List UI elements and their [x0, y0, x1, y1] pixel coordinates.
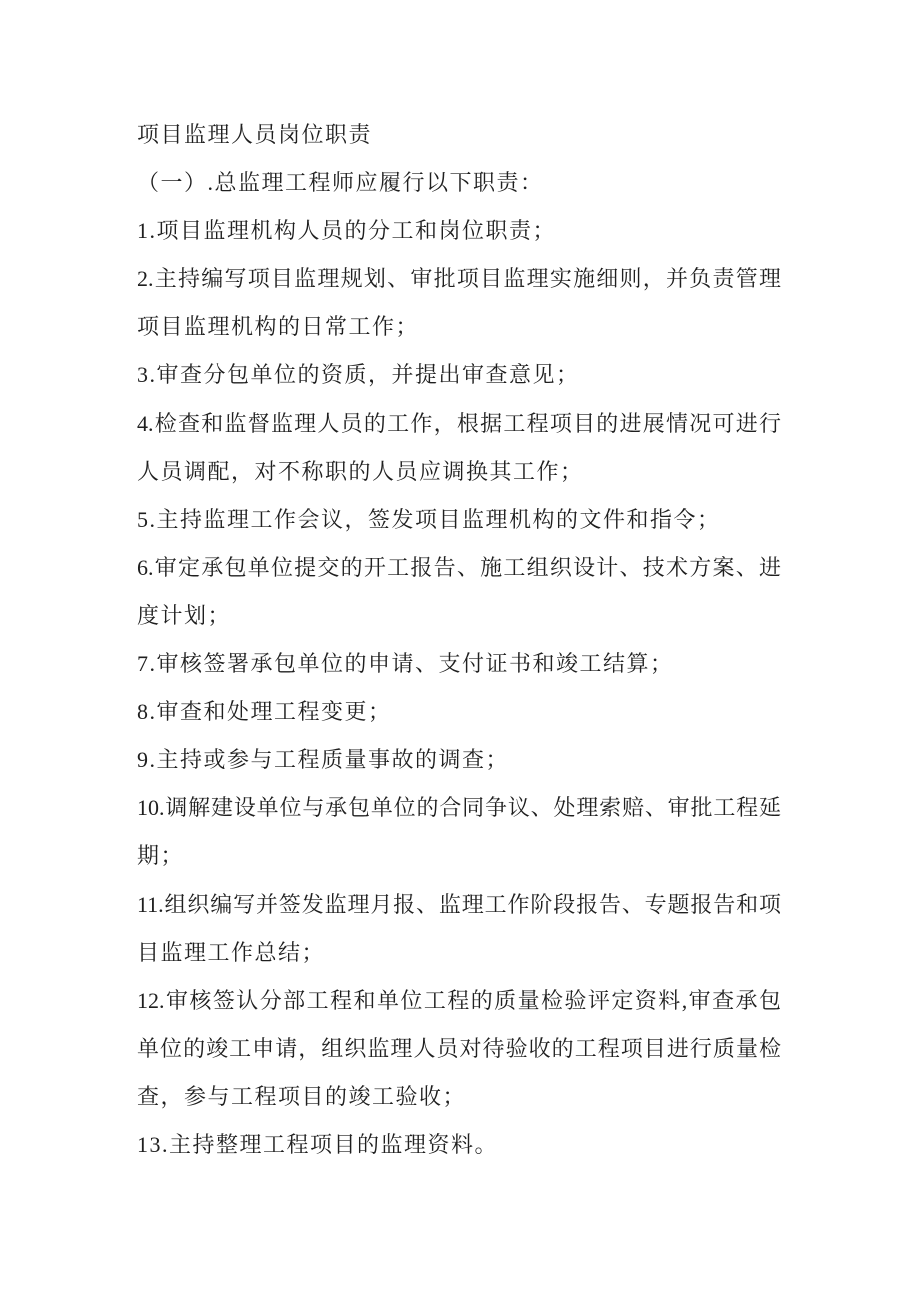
list-item-2-cont: 项目监理机构的日常工作；: [137, 314, 420, 340]
list-item-9: 9.主持或参与工程质量事故的调查；: [137, 747, 510, 773]
list-item-4: 4.检查和监督监理人员的工作，根据工程项目的进展情况可进行: [137, 410, 781, 436]
section-heading: （一）.总监理工程师应履行以下职责：: [137, 170, 544, 196]
list-item-3: 3.审查分包单位的资质，并提出审查意见；: [137, 362, 580, 388]
list-item-11-cont: 目监理工作总结；: [137, 939, 326, 965]
list-item-10-cont: 期；: [137, 843, 185, 869]
list-item-2: 2.主持编写项目监理规划、审批项目监理实施细则，并负责管理: [137, 266, 781, 292]
document-title: 项目监理人员岗位职责: [137, 122, 373, 147]
list-item-11: 11.组织编写并签发监理月报、监理工作阶段报告、专题报告和项: [137, 891, 781, 917]
list-item-13: 13.主持整理工程项目的监理资料。: [137, 1131, 499, 1157]
list-item-12-end: 查，参与工程项目的竣工验收；: [137, 1083, 467, 1109]
list-item-8: 8.审查和处理工程变更；: [137, 699, 392, 725]
list-item-4-cont: 人员调配，对不称职的人员应调换其工作；: [137, 458, 584, 484]
list-item-10: 10.调解建设单位与承包单位的合同争议、处理索赔、审批工程延: [137, 795, 781, 821]
list-item-6-cont: 度计划；: [137, 602, 232, 628]
list-item-12-cont: 单位的竣工申请，组织监理人员对待验收的工程项目进行质量检: [137, 1035, 781, 1061]
list-item-1: 1.项目监理机构人员的分工和岗位职责；: [137, 218, 557, 244]
list-item-5: 5.主持监理工作会议，签发项目监理机构的文件和指令；: [137, 506, 721, 532]
list-item-12: 12.审核签认分部工程和单位工程的质量检验评定资料,审查承包: [137, 987, 781, 1013]
list-item-6: 6.审定承包单位提交的开工报告、施工组织设计、技术方案、进: [137, 554, 781, 580]
document-text-block: [137, 111, 781, 1169]
list-item-7: 7.审核签署承包单位的申请、支付证书和竣工结算；: [137, 651, 674, 677]
